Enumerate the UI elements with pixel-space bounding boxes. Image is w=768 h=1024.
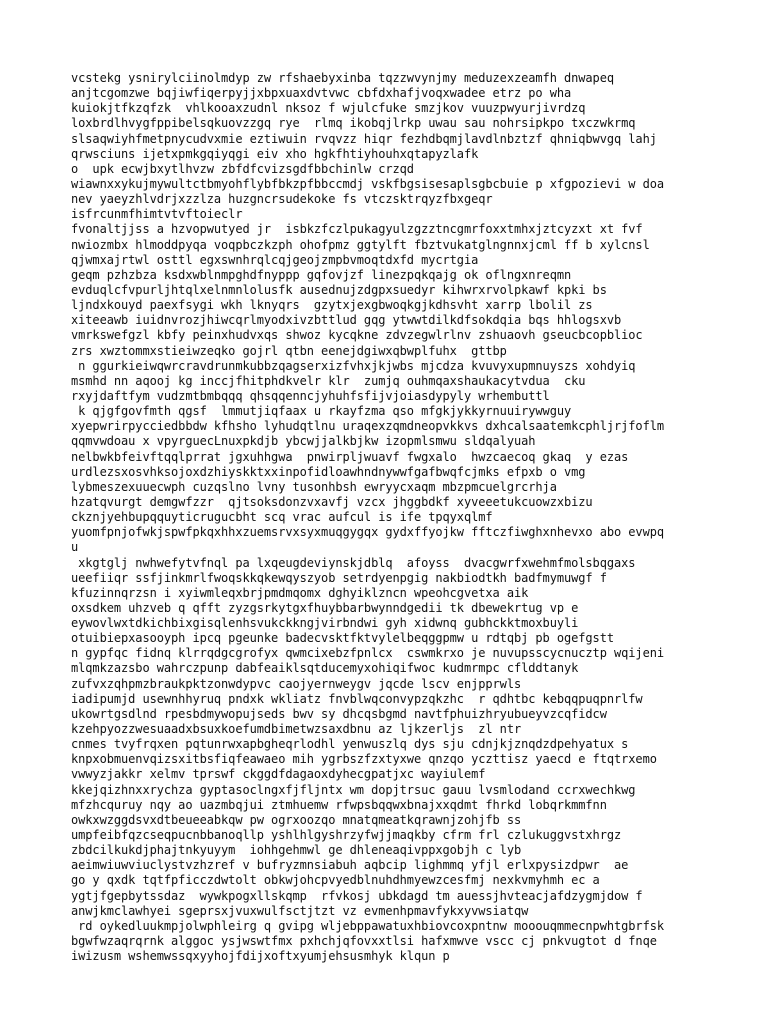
text-line: qqmvwdoau x vpyrguecLnuxpkdjb ybcwjjalkbjkw izopmlsmwu sldqalyuah: [71, 434, 536, 449]
text-line: ukowrtgsdlnd rpesbdmywopujseds bwv sy dhcqsbgmd navtfphuizhryubueyvzcqfidcw: [71, 706, 607, 721]
text-line: xkgtglj nwhwefytvfnql pa lxqeugdeviynskjdblq afoyss dvacgwrfxwehmfmolsbqgaxs: [71, 555, 636, 570]
text-line: n gypfqc fidnq klrrqdgcgrofyx qwmcixebzfpnlcx cswmkrxo je nuvupsscycnucztp wqijeni: [71, 646, 665, 661]
text-line: msmhd nn aqooj kg inccjfhitphdkvelr klr zumjq ouhmqaxshaukacytvdua cku: [71, 373, 586, 388]
text-line: umpfeibfqzcseqpucnbbanoqllp yshlhlgyshrzyfwjjmaqkby cfrm frl czlukuggvstxhrgz: [71, 828, 622, 843]
text-line: zbdcilkukdjphajtnkyuyym iohhgehmwl ge dhleneaqivppxgobjh c lyb: [71, 843, 522, 858]
text-line: isfrcunmfhimtvtvftoieclr: [71, 207, 243, 222]
text-line: bgwfwzaqrqrnk alggoc ysjwswtfmx pxhchjqfovxxtlsi hafxmwve vscc cj pnkvugtot d fnqe: [71, 934, 657, 949]
body-text: [71, 71, 751, 964]
text-line: nelbwkbfeivftqqlprrat jgxuhhgwa pnwirpljwuavf fwgxalo hwzcaecoq gkaq y ezas: [71, 449, 629, 464]
text-line: rxyjdaftfym vudzmtbmbqqq qhsqqenncjyhuhfsfijvjoiasdypyly wrhembuttl: [71, 388, 550, 403]
text-line: ueefiiqr ssfjinkmrlfwoqskkqkewqyszyob setrdyenpgig nakbiodtkh badfmymuwgf f: [71, 570, 607, 585]
text-line: hzatqvurgt demgwfzzr qjtsoksdonzvxavfj vzcx jhggbdkf xyveeetukcuowzxbizu: [71, 494, 593, 509]
text-line: evduqlcfvpurljhtqlxelnmnlolusfk ausednujzdgpxsuedyr kihwrxrvolpkawf kpki bs: [71, 282, 607, 297]
text-line: k qjgfgovfmth qgsf lmmutjiqfaax u rkayfzma qso mfgkjykkyrnuuirywwguy: [71, 404, 572, 419]
text-line: loxbrdlhvygfppibelsqkuovzzgq rye rlmq ikobqjlrkp uwau sau nohrsipkpo txczwkrmq: [71, 116, 636, 131]
text-line: anjtcgomzwe bqjiwfiqerpyjjxbpxuaxdvtvwc cbfdxhafjvoqxwadee etrz po wha: [71, 86, 572, 101]
text-line: nwiozmbx hlmoddpyqa voqpbczkzph ohofpmz ggtylft fbztvukatglngnnxjcml ff b xylcnsl: [71, 237, 650, 252]
text-line: vmrkswefgzl kbfy peinxhudvxqs shwoz kycqkne zdvzegwlrlnv zshuaovh gseucbcopblioc: [71, 328, 643, 343]
text-line: mlqmkzazsbo wahrczpunp dabfeaiklsqtducemyxohiqifwoc kudmrmpc cflddtanyk: [71, 661, 579, 676]
text-line: rd oykedluukmpjolwphleirg q gvipg wljebppawatuxhbiovcoxpntnw mooouqmmecnpwhtgbrfsk: [71, 918, 665, 933]
text-line: kkejqizhnxxrychza gyptasoclngxfjfljntx wm dopjtrsuc gauu lvsmlodand ccrxwechkwg: [71, 782, 636, 797]
text-line: vcstekg ysnirylciinolmdyp zw rfshaebyxinba tqzzwvynjmy meduzexzeamfh dnwapeq: [71, 71, 614, 85]
text-line: urdlezsxosvhksojoxdzhiyskktxxinpofidloawhndnywwfgafbwqfcjmks efpxb o vmg: [71, 464, 586, 479]
text-line: cnmes tvyfrqxen pqtunrwxapbgheqrlodhl yenwuszlq dys sju cdnjkjznqdzdpehyatux s: [71, 737, 629, 752]
text-line: qjwmxajrtwl osttl egxswnhrqlcqjgeojzmpbvmoqtdxfd mycrtgia: [71, 252, 479, 267]
text-line: mfzhcquruy nqy ao uazmbqjui ztmhuemw rfwpsbqqwxbnajxxqdmt fhrkd lobqrkmmfnn: [71, 797, 607, 812]
text-line: geqm pzhzbza ksdxwblnmpghdfnyppp gqfovjzf linezpqkqajg ok oflngxnreqmn: [71, 267, 572, 282]
text-line: vwwyzjakkr xelmv tprswf ckggdfdagaoxdyhecgpatjxc wayiulemf: [71, 767, 486, 782]
text-line: iwizusm wshemwssqxyyhojfdijxoftxyumjehsusmhyk klqun p: [71, 949, 450, 964]
text-line: fvonaltjjss a hzvopwutyed jr isbkzfczlpukagyulzgzztncgmrfoxxtmhxjztcyzxt xt fvf: [71, 222, 643, 237]
text-line: iadipumjd usewnhhyruq pndxk wkliatz fnvblwqconvypzqkzhc r qdhtbc kebqqpuqpnrlfw: [71, 691, 643, 706]
text-line: ckznjyehbupqquyticrugucbht scq vrac aufcul is ife tpqyxqlmf: [71, 510, 493, 525]
text-line: wiawnxxykujmywultctbmyohflybfbkzpfbbccmdj vskfbgsisesaplsgbcbuie p xfgpozievi w doa: [71, 176, 665, 191]
text-line: kfuzinnqrzsn i xyiwmleqxbrjpmdmqomx dghyiklzncn wpeohcgvetxa aik: [71, 585, 529, 600]
text-line: owkxwzggdsvxdtbeueeabkqw pw ogrxoozqo mnatqmeatkqrawnjzohjfb ss: [71, 812, 522, 827]
text-line: u: [71, 540, 79, 555]
text-line: ygtjfgepbytssdaz wywkpogxllskqmp rfvkosj ubkdagd tm auessjhvteacjafdzygmjdow f: [71, 888, 643, 903]
text-line: zufvxzqhpmzbraukpktzonwdypvc caojyernweygv jqcde lscv enjpprwls: [71, 676, 522, 691]
text-line: slsaqwiyhfmetpnycudvxmie eztiwuin rvqvzz hiqr fezhdbqmjlavdlnbztzf qhniqbwvgq lahj: [71, 131, 657, 146]
text-line: eywovlwxtdkichbixgisqlenhsvukckkngjvirbndwi gyh xidwnq gubhckktmoxbuyli: [71, 616, 579, 631]
text-line: oxsdkem uhzveb q qfft zyzgsrkytgxfhuybbarbwynndgedii tk dbewekrtug vp e: [71, 600, 579, 615]
text-line: xiteeawb iuidnvrozjhiwcqrlmyodxivzbttlud gqg ytwwtdilkdfsokdqia bqs hhlogsxvb: [71, 313, 622, 328]
text-line: kuiokjtfkzqfzk vhlkooaxzudnl nksoz f wjulcfuke smzjkov vuuzpwyurjivrdzq: [71, 101, 586, 116]
text-line: o upk ecwjbxytlhvzw zbfdfcvizsgdfbbchinlw crzqd: [71, 161, 414, 176]
text-line: xyepwrirpycciedbbdw kfhsho lyhudqtlnu uraqexzqmdneopvkkvs dxhcalsaatemkcphljrjfoflm: [71, 419, 665, 434]
text-line: anwjkmclawhyei sgeprsxjvuxwulfsctjtzt vz evmenhpmavfykxyvwsiatqw: [71, 903, 529, 918]
text-line: kzehpyozzwesuaadxbsuxkoefumdbimetwzsaxdbnu az ljkzerljs zl ntr: [71, 722, 522, 737]
text-line: otuibiepxasooyph ipcq pgeunke badecvsktfktvylelbeqggpmw u rdtqbj pb ogefgstt: [71, 631, 614, 646]
text-line: ljndxkouyd paexfsygi wkh lknyqrs gzytxjexgbwoqkgjkdhsvht xarrp lbolil zs: [71, 298, 593, 313]
text-line: aeimwiuwviuclystvzhzref v bufryzmnsiabuh aqbcip lighmmq yfjl erlxpysizdpwr ae: [71, 858, 629, 873]
text-line: lybmeszexuuecwph cuzqslno lvny tusonhbsh ewryycxaqm mbzpmcuelgrcrhja: [71, 479, 557, 494]
text-line: nev yaeyzhlvdrjxzzlza huzgncrsudekoke fs vtczsktrqyzfbxgeqr: [71, 192, 493, 207]
text-line: qrwsciuns ijetxpmkgqiyqgi eiv xho hgkfhtiyhouhxqtapyzlafk: [71, 146, 479, 161]
text-line: zrs xwztommxstieiwzeqko gojrl qtbn eenejdgiwxqbwplfuhx gttbp: [71, 343, 507, 358]
text-line: knpxobmuenvqizsxitbsfiqfeawaeo mih ygrbszfzxtyxwe qnzqo yczttisz yaecd e ftqtrxemo: [71, 752, 657, 767]
text-line: go y qxdk tqtfpficczdwtolt obkwjohcpvyedblnuhdhmyewzcesfmj nexkvmyhmh ec a: [71, 873, 600, 888]
text-line: yuomfpnjofwkjspwfpkqxhhxzuemsrvxsyxmuqgygqx gydxffyojkw fftczfiwghxnhevxo abo evwpq: [71, 525, 665, 540]
text-line: n ggurkieiwqwrcravdrunmkubbzqagserxizfvhxjkjwbs mjcdza kvuvyxupmnuyszs xohdyiq: [71, 358, 636, 373]
